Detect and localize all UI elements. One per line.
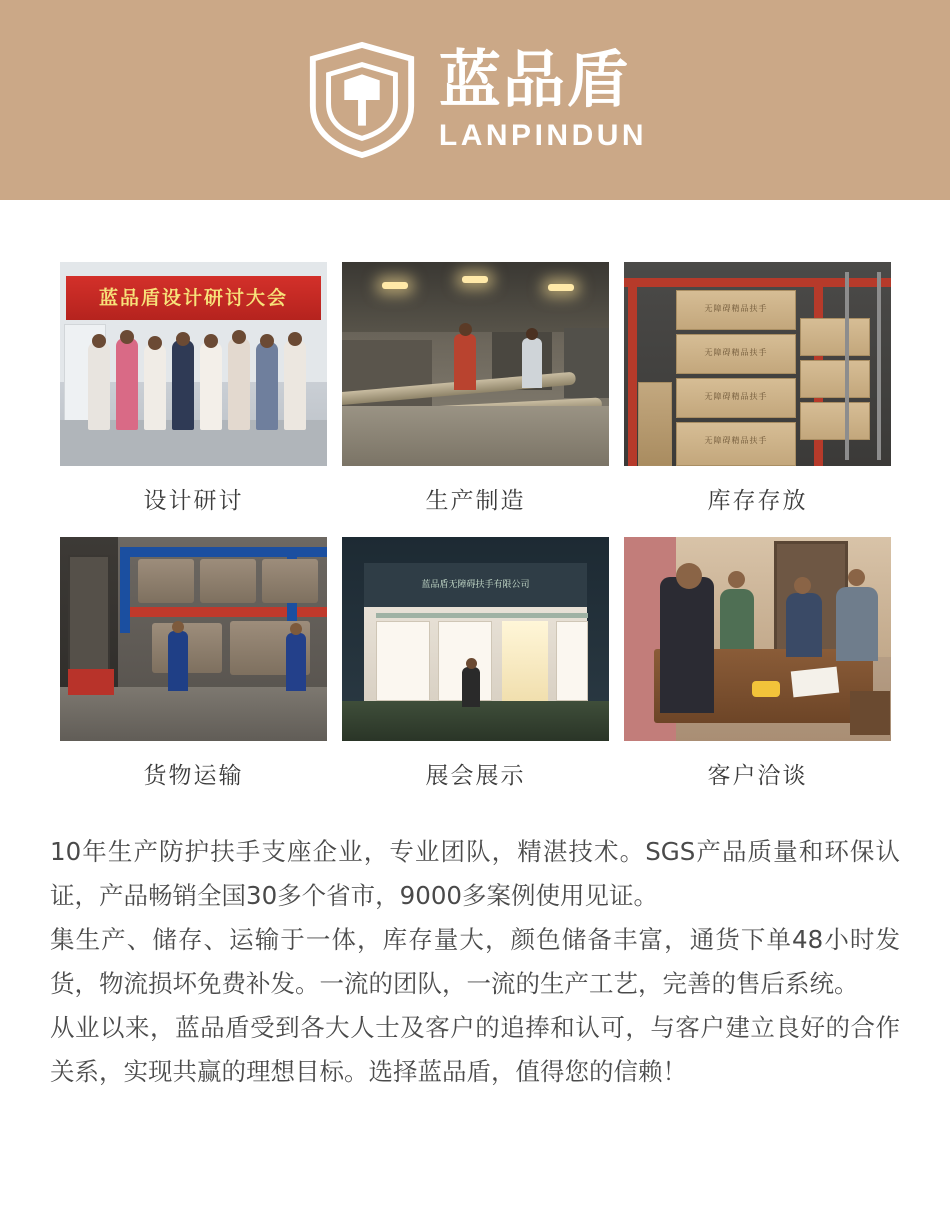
photo-client-meeting — [624, 537, 891, 741]
photo-warehouse — [624, 262, 891, 466]
gallery-caption: 库存存放 — [707, 488, 808, 514]
booth-header — [364, 563, 587, 607]
gallery-caption: 客户洽谈 — [707, 763, 808, 789]
photo-manufacturing — [342, 262, 609, 466]
photo-logistics — [60, 537, 327, 741]
photo-gallery — [0, 200, 950, 812]
gallery-item — [624, 537, 891, 812]
gallery-caption: 展会展示 — [425, 763, 526, 789]
brand-name-en: LANPINDUN — [438, 119, 648, 152]
photo-design-seminar — [60, 262, 327, 466]
gallery-item — [624, 262, 891, 537]
gallery-item — [342, 262, 609, 537]
brand-name-cn: 蓝品盾 — [438, 43, 631, 116]
logo-lockup — [303, 41, 647, 159]
seminar-banner — [66, 276, 321, 320]
box-label: 无障碍精品扶手 — [704, 392, 768, 401]
gallery-item — [60, 262, 327, 537]
gallery-grid — [60, 262, 890, 812]
brand-text — [438, 43, 648, 152]
description-paragraph-3: 从业以来，蓝品盾受到各大人士及客户的追捧和认可，与客户建立良好的合作关系，实现共赢的理想目标。选择蓝品盾，值得您的信赖！ — [50, 1013, 900, 1086]
description-paragraph-2: 集生产、储存、运输于一体，库存量大，颜色储备丰富，通货下单48小时发货，物流损坏免费补发。一流的团队，一流的生产工艺，完善的售后系统。 — [50, 925, 900, 998]
seminar-banner-text: 蓝品盾设计研讨大会 — [98, 287, 288, 309]
gallery-item — [342, 537, 609, 812]
gallery-caption: 生产制造 — [425, 488, 526, 514]
box-label: 无障碍精品扶手 — [704, 436, 768, 445]
description-block — [0, 812, 950, 1094]
gallery-item — [60, 537, 327, 812]
gallery-caption: 设计研讨 — [143, 488, 244, 514]
box-label: 无障碍精品扶手 — [704, 348, 768, 357]
shield-logo-icon — [303, 41, 421, 159]
brand-banner — [0, 0, 950, 200]
booth-company-name: 蓝品盾无障碍扶手有限公司 — [421, 580, 530, 590]
description-paragraph-1: 10年生产防护扶手支座企业，专业团队，精湛技术。SGS产品质量和环保认证，产品畅销全国30多个省市，9000多案例使用见证。 — [50, 837, 900, 910]
gallery-caption: 货物运输 — [143, 763, 244, 789]
box-label: 无障碍精品扶手 — [704, 304, 768, 313]
photo-exhibition — [342, 537, 609, 741]
